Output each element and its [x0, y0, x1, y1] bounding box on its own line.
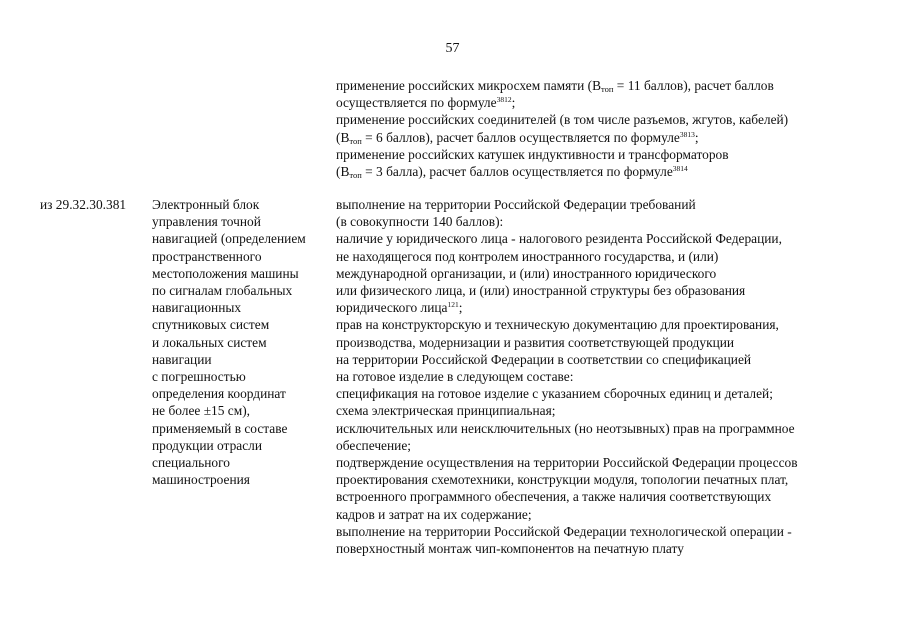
req-line: исключительных или неисключительных (но неотзывных) прав на программное [336, 420, 795, 436]
text-line: ($В_{топ} = 6$ баллов), расчет баллов осуществляется по формуле$^{3813}$; [336, 129, 699, 146]
name-line: управления точной [152, 214, 261, 230]
req-line: поверхностный монтаж чип-компонентов на печатную плату [336, 541, 684, 557]
name-line: с погрешностью [152, 369, 246, 385]
name-line: специального [152, 455, 230, 471]
name-line: Электронный блок [152, 197, 260, 212]
req-line: на территории Российской Федерации в соответствии со спецификацией [336, 351, 752, 367]
req-line: наличие у юридического лица - налогового резидента Российской Федерации, [336, 231, 782, 247]
name-line: навигацией (определением [152, 231, 306, 247]
req-line: выполнение на территории Российской Федерации технологической операции - [336, 523, 792, 539]
req-line: или физического лица, и (или) иностранной структуры без образования [336, 283, 746, 299]
req-line: подтверждение осуществления на территории Российской Федерации процессов [336, 455, 798, 471]
product-name [152, 196, 327, 488]
product-code [40, 196, 145, 213]
req-line: обеспечение; [336, 437, 412, 453]
name-line: спутниковых систем [152, 317, 270, 333]
name-line: продукции отрасли [152, 437, 262, 453]
text-line: осуществляется по формуле$^{3812}$; [336, 95, 516, 111]
product-code-text: из 29.32.30.381 [40, 197, 127, 212]
text-line: применение российских соединителей (в том числе разъемов, жгутов, кабелей) [336, 112, 789, 128]
req-line: прав на конструкторскую и техническую документацию для проектирования, [336, 317, 779, 333]
top-requirements-block [336, 77, 876, 180]
name-line: и локальных систем [152, 334, 267, 350]
name-line: не более ±15 см), [152, 403, 251, 419]
name-line: по сигналам глобальных [152, 283, 293, 299]
name-line: пространственного [152, 248, 262, 264]
name-line: навигации [152, 351, 212, 367]
req-line: на готовое изделие в следующем составе: [336, 369, 574, 385]
req-line: (в совокупности 140 баллов): [336, 214, 504, 230]
req-line: не находящегося под контролем иностранного государства, и (или) [336, 248, 719, 264]
name-line: машиностроения [152, 472, 250, 488]
requirements-text [336, 196, 881, 557]
text-line: применение российских катушек индуктивности и трансформаторов [336, 146, 729, 162]
req-line: международной организации, и (или) иностранного юридического [336, 265, 717, 281]
text-line: применение российских микросхем памяти ($В_{топ} = 11$ баллов), расчет баллов [336, 78, 774, 94]
req-line: кадров и затрат на их содержание; [336, 506, 532, 522]
name-line: навигационных [152, 300, 242, 316]
text-line: ($В_{топ} = 3$ балла), расчет баллов осуществляется по формуле$^{3814}$ [336, 164, 688, 181]
req-line: спецификация на готовое изделие с указанием сборочных единиц и деталей; [336, 386, 773, 402]
req-line: производства, модернизации и развития соответствующей продукции [336, 334, 735, 350]
name-line: применяемый в составе [152, 420, 288, 436]
req-line: схема электрическая принципиальная; [336, 403, 556, 419]
page-number: 57 [445, 41, 460, 56]
req-line: проектирования схемотехники, конструкции модуля, топологии печатных плат, [336, 472, 789, 488]
name-line: определения координат [152, 386, 286, 402]
req-line: встроенного программного обеспечения, а также наличия соответствующих [336, 489, 772, 505]
req-line: выполнение на территории Российской Федерации требований [336, 197, 696, 212]
name-line: местоположения машины [152, 265, 299, 281]
req-line: юридического лица$^{121}$; [336, 300, 463, 316]
